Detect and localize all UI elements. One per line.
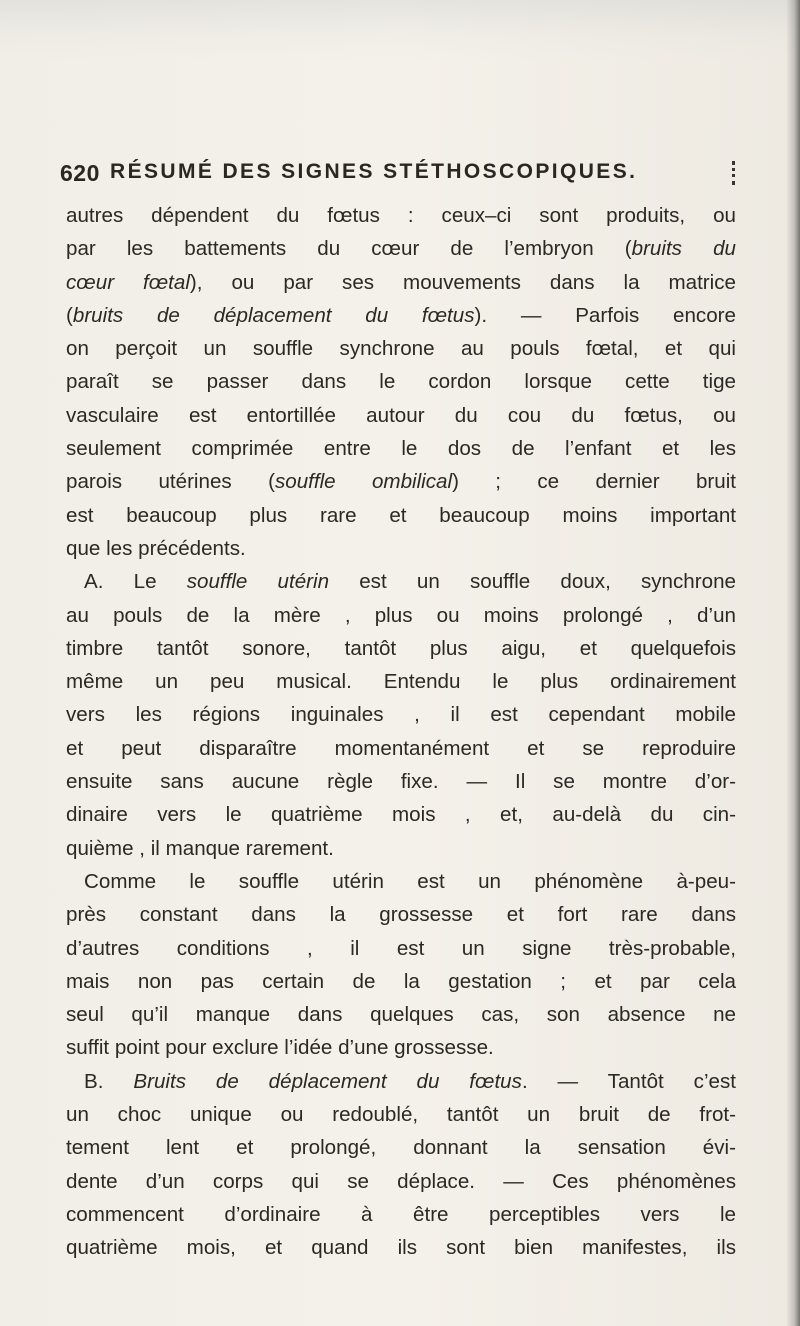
italic-term: souffle utérin xyxy=(186,570,330,594)
text-line: mais non pas certain de la gestation ; et par cela xyxy=(66,969,736,993)
italic-term: bruits de déplacement du fœtus xyxy=(72,303,475,327)
text-line: et peut disparaître momentanément et se reproduire xyxy=(66,736,736,760)
text-line: (bruits de déplacement du fœtus). — Parfois encore xyxy=(66,303,736,327)
text-line: tement lent et prolongé, donnant la sensation évi- xyxy=(66,1136,736,1160)
body-text xyxy=(66,199,736,1265)
text-line: parois utérines (souffle ombilical) ; ce dernier bruit xyxy=(66,470,737,494)
text-line: A. Le souffle utérin est un souffle doux, synchrone xyxy=(84,570,736,594)
italic-term: Bruits de déplacement du fœtus xyxy=(133,1069,522,1093)
text-line: même un peu musical. Entendu le plus ordinairement xyxy=(66,670,736,694)
text-line: ensuite sans aucune règle fixe. — Il se montre d’or- xyxy=(66,770,736,794)
text-line: vasculaire est entortillée autour du cou du fœtus, ou xyxy=(66,403,736,427)
page-stain xyxy=(0,0,800,60)
page-edge-shadow xyxy=(786,0,800,1326)
text-line: est beaucoup plus rare et beaucoup moins important xyxy=(66,503,736,527)
text-line: commencent d’ordinaire à être perceptibles vers le xyxy=(66,1202,736,1226)
header-mark xyxy=(732,161,738,185)
text-line: seulement comprimée entre le dos de l’enfant et les xyxy=(66,437,736,461)
text-line: quatrième mois, et quand ils sont bien manifestes, ils xyxy=(66,1236,736,1260)
text-line: vers les régions inguinales , il est cependant mobile xyxy=(66,703,736,727)
text-line: quième , il manque rarement. xyxy=(66,836,334,860)
text-line: près constant dans la grossesse et fort rare dans xyxy=(66,903,736,927)
text-line: Comme le souffle utérin est un phénomène à-peu- xyxy=(84,869,736,893)
text-line: suffit point pour exclure l’idée d’une grossesse. xyxy=(66,1036,494,1060)
text-line: d’autres conditions , il est un signe très-probable, xyxy=(66,936,736,960)
text-line: cœur fœtal), ou par ses mouvements dans la matrice xyxy=(66,270,736,294)
text-line: timbre tantôt sonore, tantôt plus aigu, et quelquefois xyxy=(66,636,736,660)
italic-term: souffle ombilical xyxy=(274,470,453,494)
italic-term: bruits du xyxy=(631,237,736,261)
text-line: dinaire vers le quatrième mois , et, au-delà du cin- xyxy=(66,803,736,827)
text-line: un choc unique ou redoublé, tantôt un bruit de frot- xyxy=(66,1103,736,1127)
text-line: dente d’un corps qui se déplace. — Ces phénomènes xyxy=(66,1169,736,1193)
text-line: paraît se passer dans le cordon lorsque cette tige xyxy=(66,370,736,394)
text-line: par les battements du cœur de l’embryon (bruits du xyxy=(66,237,736,261)
page-header xyxy=(60,160,750,196)
running-head: RÉSUMÉ DES SIGNES STÉTHOSCOPIQUES. xyxy=(110,160,638,183)
text-line: autres dépendent du fœtus : ceux–ci sont produits, ou xyxy=(66,204,736,227)
text-line: seul qu’il manque dans quelques cas, son absence ne xyxy=(66,1003,736,1027)
page-number: 620 xyxy=(60,160,100,186)
text-line: B. Bruits de déplacement du fœtus. — Tantôt c’est xyxy=(84,1069,736,1093)
text-line: au pouls de la mère , plus ou moins prolongé , d’un xyxy=(66,603,736,627)
text-line: on perçoit un souffle synchrone au pouls fœtal, et qui xyxy=(66,337,736,361)
italic-term: cœur fœtal xyxy=(66,270,190,294)
text-line: que les précédents. xyxy=(66,536,246,560)
